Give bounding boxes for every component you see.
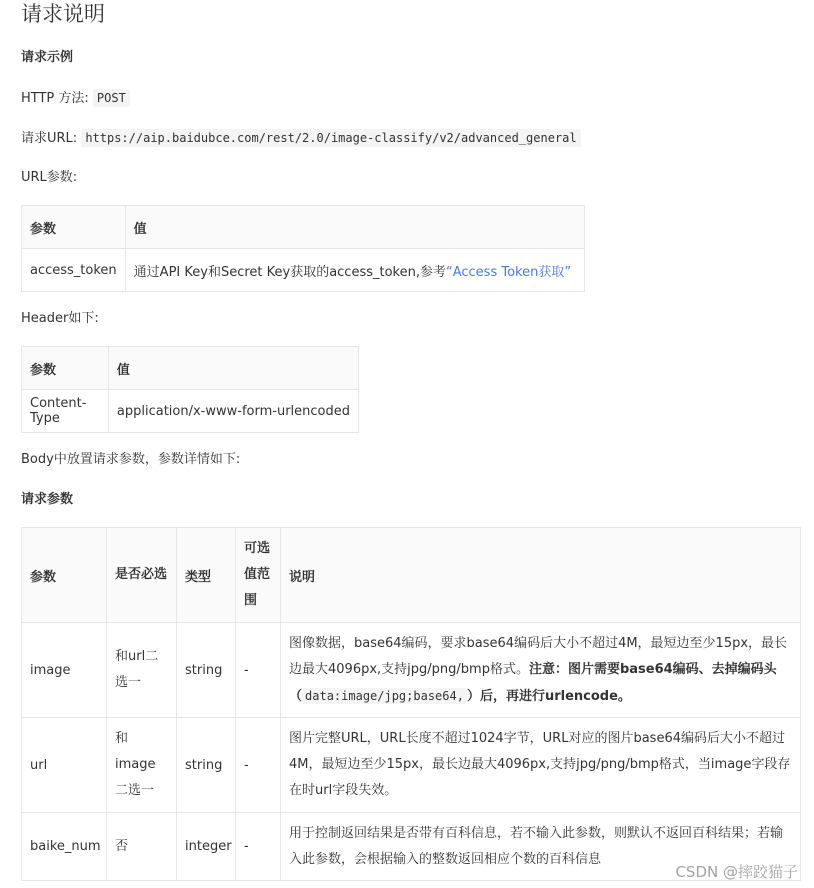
description-code: data:image/jpg;base64, [302, 688, 467, 704]
param-type: string [177, 623, 236, 718]
column-header-range: 可选值范围 [236, 528, 281, 623]
table-row [22, 390, 359, 433]
column-header-value: 值 [125, 206, 584, 249]
table-row [22, 718, 801, 813]
table-row [22, 249, 585, 292]
param-required: 和image二选一 [107, 718, 177, 813]
column-header-value: 值 [108, 347, 358, 390]
description-note-end: ）后，再进行urlencode。 [466, 688, 631, 704]
body-label: Body中放置请求参数，参数详情如下: [21, 452, 241, 467]
param-description [281, 623, 801, 718]
http-method-value: POST [93, 89, 130, 107]
table-header-row [22, 528, 801, 623]
header-value: application/x-www-form-urlencoded [108, 390, 358, 433]
request-url-label: 请求URL: [21, 131, 78, 146]
header-name: Content-Type [22, 390, 109, 433]
section-heading-example: 请求示例 [21, 50, 74, 65]
request-params-table [21, 527, 801, 881]
param-type: integer [177, 813, 236, 881]
page-title: 请求说明 [21, 2, 105, 26]
csdn-watermark: CSDN @摔跤猫子 [675, 863, 798, 881]
param-range: - [236, 813, 281, 881]
description-text: 图像数据，base64编码，要求base64编码后大小不超过4M，最短边至少15px，最长边最大4096px,支持jpg/png/bmp格式。 [289, 635, 788, 677]
column-header-param: 参数 [22, 528, 107, 623]
param-description: 用于控制返回结果是否带有百科信息，若不输入此参数，则默认不返回百科结果；若输入此参数，会根据输入的整数返回相应个数的百科信息 [281, 813, 801, 881]
param-range: - [236, 718, 281, 813]
param-name: baike_num [22, 813, 107, 881]
section-heading-params: 请求参数 [21, 492, 74, 507]
table-header-row [22, 347, 359, 390]
access-token-link[interactable]: “Access Token获取” [445, 264, 572, 280]
url-params-table [21, 205, 585, 292]
http-method-line [21, 89, 130, 108]
url-params-label: URL参数: [21, 170, 78, 185]
column-header-required: 是否必选 [107, 528, 177, 623]
param-name: image [22, 623, 107, 718]
param-name: url [22, 718, 107, 813]
column-header-description: 说明 [281, 528, 801, 623]
param-range: - [236, 623, 281, 718]
param-type: string [177, 718, 236, 813]
param-value-text: 通过API Key和Secret Key获取的access_token,参考 [133, 264, 446, 280]
column-header-param: 参数 [22, 206, 126, 249]
param-required: 和url二选一 [107, 623, 177, 718]
request-url-value: https://aip.baidubce.com/rest/2.0/image-classify/v2/advanced_general [81, 129, 580, 147]
param-description: 图片完整URL，URL长度不超过1024字节，URL对应的图片base64编码后大小不超过4M，最短边至少15px，最长边最大4096px,支持jpg/png/bmp格式，当image字段存在时url字段失效。 [281, 718, 801, 813]
description-note: 注意：图片需要base64编码、去掉编码头（ [289, 661, 777, 704]
table-row [22, 623, 801, 718]
request-url-line [21, 129, 581, 148]
param-required: 否 [107, 813, 177, 881]
param-name: access_token [22, 249, 126, 292]
column-header-param: 参数 [22, 347, 109, 390]
table-header-row [22, 206, 585, 249]
column-header-type: 类型 [177, 528, 236, 623]
header-label: Header如下: [21, 311, 99, 326]
param-value [125, 249, 584, 292]
header-table [21, 346, 359, 433]
http-method-label: HTTP 方法: [21, 91, 89, 106]
